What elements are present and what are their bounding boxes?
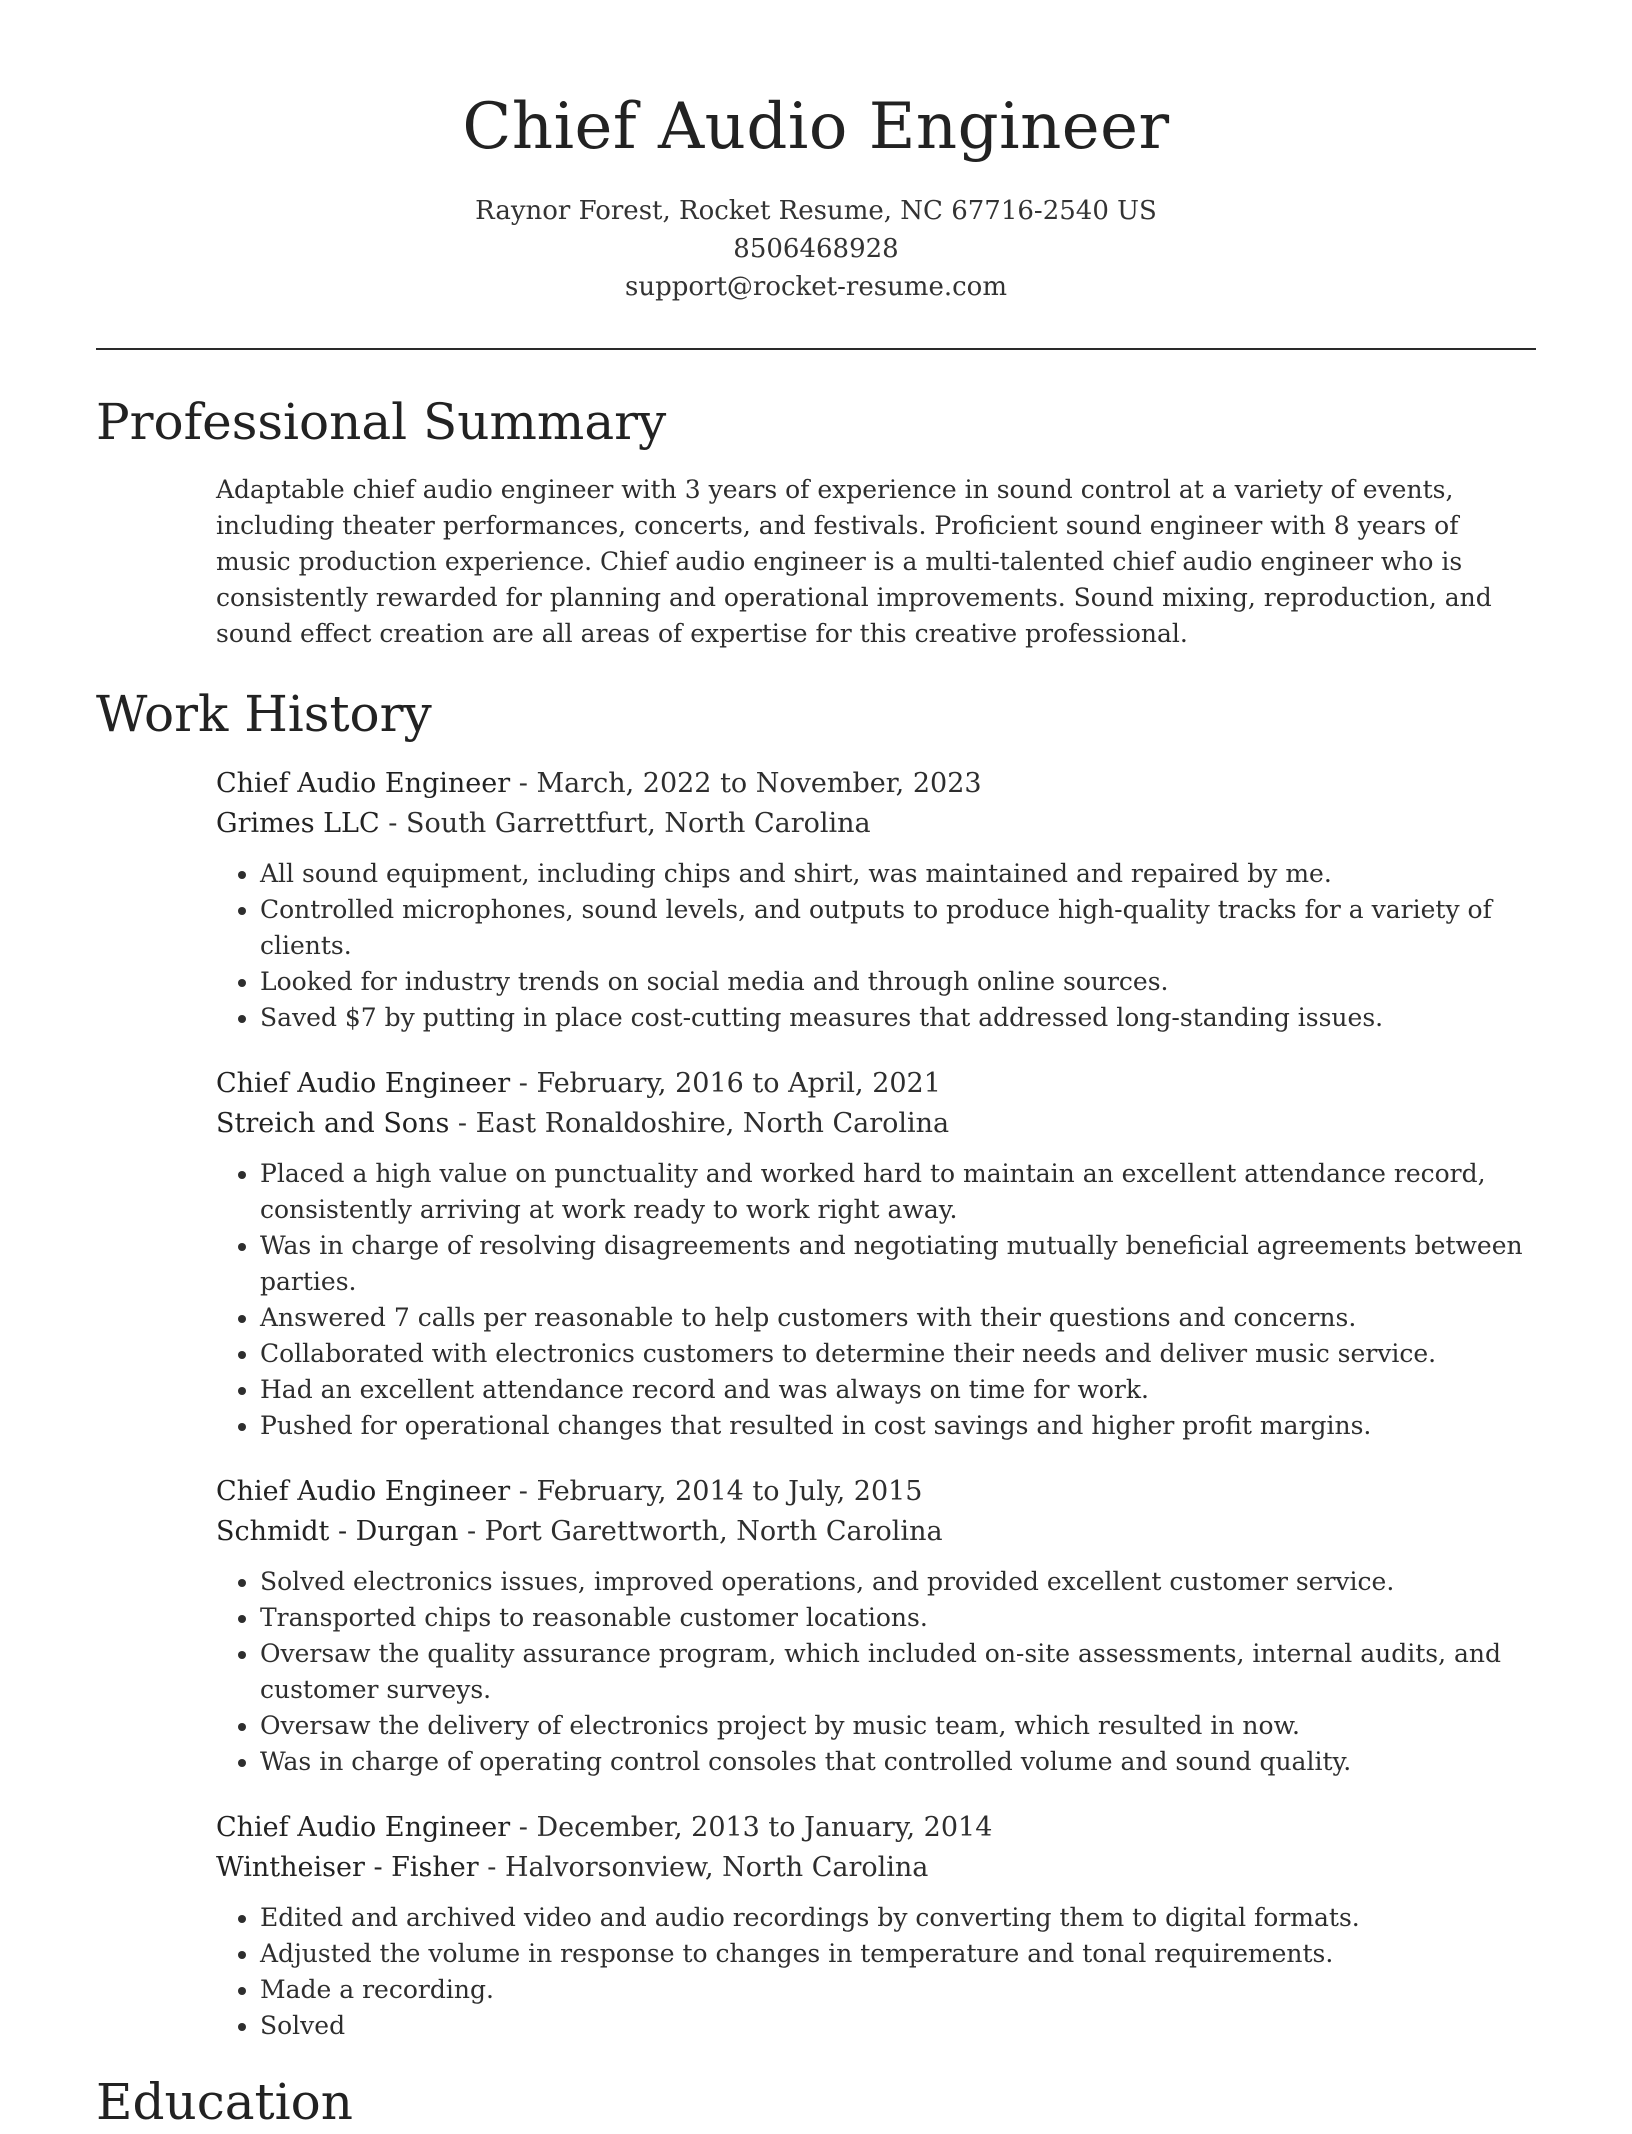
job-location: - Port Garettworth, North Carolina (458, 1516, 943, 1547)
job-bullet: • Placed a high value on punctuality and worked hard to maintain an excellent attendance record, consistently arriving at work ready to work right away. (260, 1156, 1536, 1228)
summary-heading: Professional Summary (96, 393, 667, 451)
job-bullet: • Controlled microphones, sound levels, and outputs to produce high-quality tracks for a variety of clients. (260, 892, 1536, 964)
work-history-heading: Work History (96, 685, 432, 743)
job-bullet: • Oversaw the delivery of electronics project by music team, which resulted in now. (260, 1708, 1536, 1744)
job-entry (216, 1064, 1536, 1444)
job-dates: - February, 2014 to July, 2015 (510, 1476, 923, 1507)
resume-name: Chief Audio Engineer (462, 90, 1170, 164)
job-company-line (216, 804, 1536, 844)
job-bullet: • Collaborated with electronics customers to determine their needs and deliver music service. (260, 1336, 1536, 1372)
job-entry (216, 764, 1536, 1036)
job-bullet: • Was in charge of operating control consoles that controlled volume and sound quality. (260, 1744, 1536, 1780)
job-bullet: • Made a recording. (260, 1972, 1536, 2008)
job-bullet: • Was in charge of resolving disagreements and negotiating mutually beneficial agreements between parties. (260, 1228, 1536, 1300)
job-bullet: • Transported chips to reasonable customer locations. (260, 1600, 1536, 1636)
job-role: Chief Audio Engineer (216, 1476, 511, 1507)
job-location: - South Garrettfurt, North Carolina (379, 808, 871, 839)
education-heading: Education (96, 2073, 353, 2131)
job-bullet: • Saved $7 by putting in place cost-cutting measures that addressed long-standing issues. (260, 1000, 1536, 1036)
job-bullet: • All sound equipment, including chips and shirt, was maintained and repaired by me. (260, 856, 1536, 892)
job-company-line (216, 1848, 1536, 1888)
job-bullets (216, 1156, 1536, 1444)
job-bullet: • Had an excellent attendance record and was always on time for work. (260, 1372, 1536, 1408)
job-role: Chief Audio Engineer (216, 1812, 511, 1843)
job-bullet: • Pushed for operational changes that resulted in cost savings and higher profit margins. (260, 1408, 1536, 1444)
job-bullets (216, 1900, 1536, 2044)
job-bullets (216, 1564, 1536, 1780)
job-bullet: • Looked for industry trends on social media and through online sources. (260, 964, 1536, 1000)
job-role: Chief Audio Engineer (216, 768, 511, 799)
job-company: Wintheiser - Fisher (216, 1852, 479, 1883)
job-bullet: • Oversaw the quality assurance program, which included on-site assessments, internal audits, and customer surveys. (260, 1636, 1536, 1708)
job-location: - East Ronaldoshire, North Carolina (449, 1108, 950, 1139)
summary-text: Adaptable chief audio engineer with 3 years of experience in sound control at a variety of events, including theater performances, concerts, and festivals. Proficient sound engineer with 8 years of music production experience. Chief audio engineer is a multi-talented chief audio engineer who is consistently rewarded for planning and operational improvements. Sound mixing, reproduction, and sound effect creation are all areas of expertise for this creative professional. (216, 475, 1492, 648)
resume-header (96, 0, 1536, 306)
contact-address: Raynor Forest, Rocket Resume, NC 67716-2540 US (475, 196, 1157, 226)
job-role: Chief Audio Engineer (216, 1068, 511, 1099)
header-divider (96, 348, 1536, 350)
job-dates: - February, 2016 to April, 2021 (510, 1068, 941, 1099)
contact-email: support@rocket-resume.com (624, 272, 1007, 302)
resume-page (96, 0, 1536, 2134)
job-title-line (216, 764, 1536, 804)
job-company-line (216, 1512, 1536, 1552)
job-company: Schmidt - Durgan (216, 1516, 459, 1547)
job-dates: - December, 2013 to January, 2014 (510, 1812, 993, 1843)
job-bullet: • Solved (260, 2008, 1536, 2044)
contact-info (96, 192, 1536, 306)
job-location: - Halvorsonview, North Carolina (478, 1852, 929, 1883)
job-title-line (216, 1064, 1536, 1104)
job-title-line (216, 1472, 1536, 1512)
job-entry (216, 1472, 1536, 1780)
job-bullet: • Adjusted the volume in response to changes in temperature and tonal requirements. (260, 1936, 1536, 1972)
job-dates: - March, 2022 to November, 2023 (510, 768, 982, 799)
job-bullets (216, 856, 1536, 1036)
job-title-line (216, 1808, 1536, 1848)
job-bullet: • Solved electronics issues, improved operations, and provided excellent customer service. (260, 1564, 1536, 1600)
job-bullet: • Answered 7 calls per reasonable to help customers with their questions and concerns. (260, 1300, 1536, 1336)
job-company-line (216, 1104, 1536, 1144)
job-bullet: • Edited and archived video and audio recordings by converting them to digital formats. (260, 1900, 1536, 1936)
job-company: Grimes LLC (216, 808, 380, 839)
job-company: Streich and Sons (216, 1108, 450, 1139)
contact-phone: 8506468928 (733, 234, 899, 264)
job-entry (216, 1808, 1536, 2044)
